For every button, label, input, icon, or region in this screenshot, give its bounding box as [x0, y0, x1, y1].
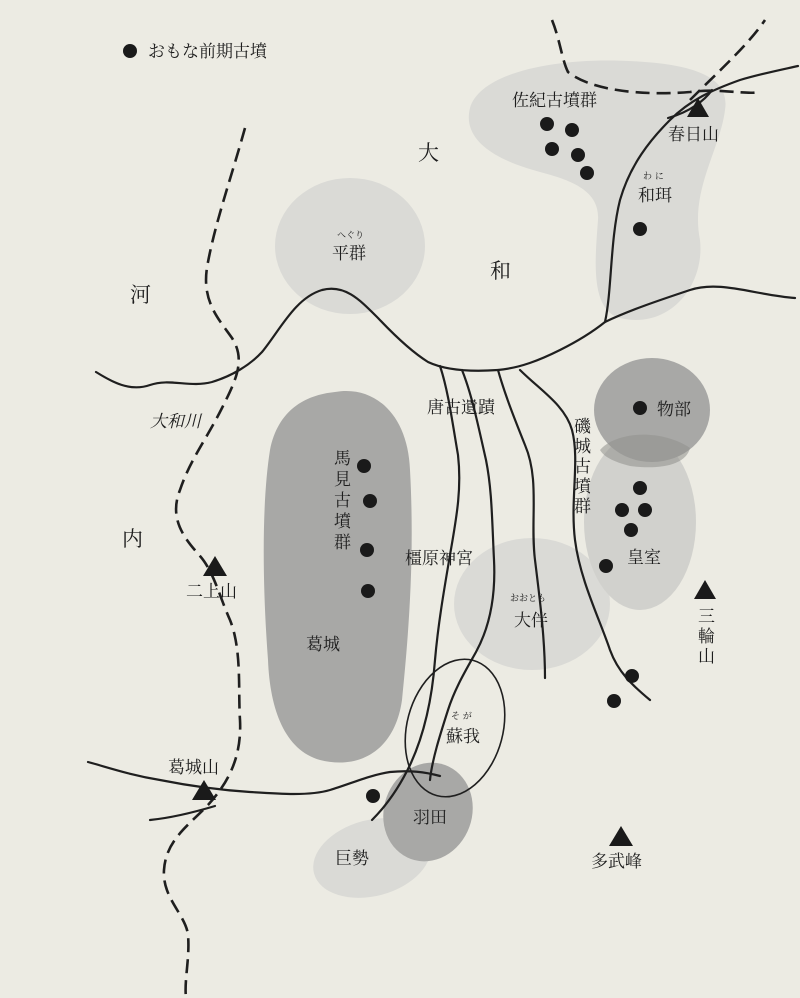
region-yamato-char-1: 大 — [418, 141, 439, 165]
wani-ruby: わ に — [643, 172, 664, 182]
heguri-ruby: へぐり — [337, 231, 365, 241]
kasuga-label: 春日山 — [668, 125, 719, 145]
wani-label: 和珥 — [638, 186, 672, 206]
heguri-label: 平群 — [332, 244, 366, 264]
otomo-label: 大伴 — [514, 611, 548, 631]
saki-label: 佐紀古墳群 — [512, 91, 597, 111]
soga-label: 蘇我 — [446, 727, 480, 747]
soga-ruby: そ が — [451, 712, 472, 722]
miwa-label: 三輪山 — [698, 607, 715, 667]
mountain-icon — [694, 580, 716, 599]
tomb-dot — [615, 503, 629, 517]
yamato-river-label: 大和川 — [150, 412, 201, 432]
tomb-dot — [361, 584, 375, 598]
tomb-dot — [625, 669, 639, 683]
hata-label: 羽田 — [413, 808, 447, 828]
tomb-dot — [633, 481, 647, 495]
katsuragi-river — [88, 762, 440, 794]
mountain-icon — [192, 780, 216, 800]
tomb-dot — [571, 148, 585, 162]
kose-label: 巨勢 — [335, 849, 369, 869]
tomb-dot — [638, 503, 652, 517]
katsuragi-label: 葛城 — [306, 635, 340, 655]
tomb-dot — [363, 494, 377, 508]
koshitsu-label: 皇室 — [627, 548, 661, 568]
tomb-dot — [357, 459, 371, 473]
umami-label: 馬見古墳群 — [334, 449, 351, 553]
tomb-dot — [123, 44, 137, 58]
mononobe-label: 物部 — [657, 400, 691, 420]
tomb-dot — [599, 559, 613, 573]
karako-label: 唐古遺蹟 — [427, 398, 495, 418]
tonomine-label: 多武峰 — [591, 852, 642, 872]
tomb-dot — [366, 789, 380, 803]
region-yamato-char-2: 和 — [490, 259, 511, 283]
region-kawachi-char-2: 内 — [122, 527, 143, 551]
tomb-dot — [540, 117, 554, 131]
tomb-dot — [580, 166, 594, 180]
tomb-dot — [607, 694, 621, 708]
kashihara-label: 橿原神宮 — [405, 549, 473, 569]
umami-area — [264, 391, 412, 763]
tomb-dot — [624, 523, 638, 537]
katsuragi-mt-label: 葛城山 — [168, 758, 219, 778]
nijo-label: 二上山 — [186, 582, 237, 602]
tomb-dot — [360, 543, 374, 557]
region-kawachi-char-1: 河 — [130, 283, 151, 307]
shiki-label: 磯城古墳群 — [574, 417, 591, 517]
tomb-dot — [633, 401, 647, 415]
legend-label: おもな前期古墳 — [148, 42, 267, 62]
tomb-dot — [565, 123, 579, 137]
otomo-ruby: おおとも — [510, 594, 547, 604]
tomb-dot — [633, 222, 647, 236]
tomb-dot — [545, 142, 559, 156]
west-stream — [150, 806, 215, 820]
mountain-icon — [609, 826, 633, 846]
